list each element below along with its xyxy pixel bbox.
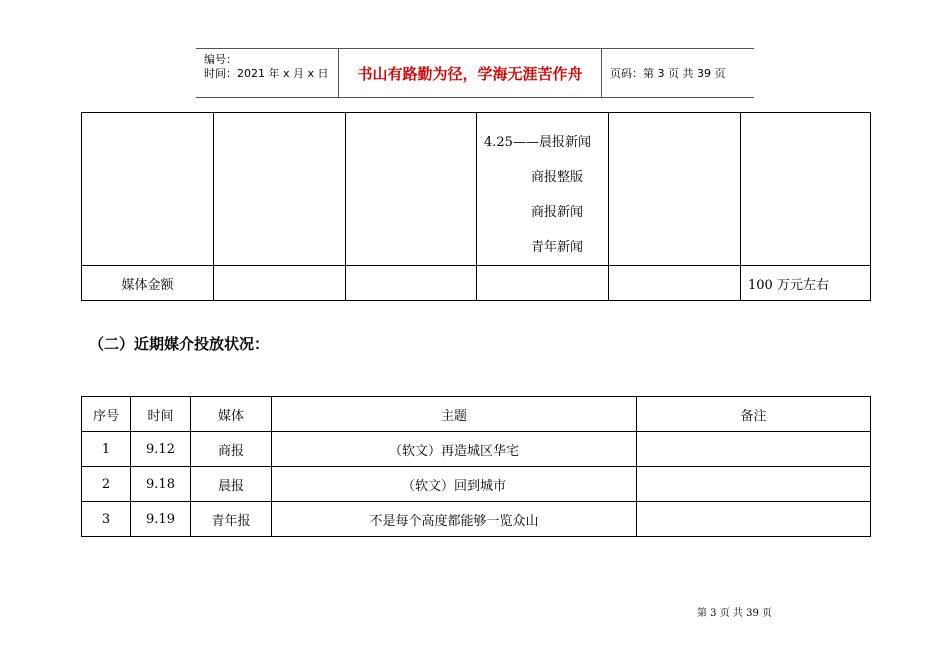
table-cell: 1 (82, 432, 131, 467)
amount-label: 媒体金额 (82, 266, 214, 301)
table-cell (741, 113, 871, 266)
table-cell: 2 (82, 467, 131, 502)
table-cell: 不是每个高度都能够一览众山 (272, 502, 637, 537)
number-label: 编号： (204, 53, 237, 66)
column-header: 主题 (272, 397, 637, 432)
column-header: 时间 (131, 397, 191, 432)
table-cell: 9.12 (131, 432, 191, 467)
table-cell (477, 266, 609, 301)
table-cell (214, 113, 346, 266)
table-cell: （软文）再造城区华宅 (272, 432, 637, 467)
media-list-cell (477, 113, 609, 266)
table-row (82, 266, 871, 301)
table-row (82, 467, 871, 502)
media-line: 商报新闻 (531, 205, 584, 220)
table-row (82, 502, 871, 537)
table-cell: 9.18 (131, 467, 191, 502)
table-cell (346, 113, 477, 266)
table-cell (637, 502, 871, 537)
media-line: 青年新闻 (531, 240, 584, 255)
table-cell: 青年报 (191, 502, 272, 537)
media-summary-table (81, 112, 871, 301)
table-cell (609, 113, 741, 266)
header-page-label: 页码：第 3 页 共 39 页 (610, 67, 726, 80)
header-meta-cell (196, 49, 339, 97)
table-cell: （软文）回到城市 (272, 467, 637, 502)
page-footer: 第 3 页 共 39 页 (697, 608, 772, 619)
time-label: 时间：2021 年 x 月 x 日 (204, 67, 329, 80)
table-cell: 3 (82, 502, 131, 537)
media-list (477, 113, 608, 265)
table-row (82, 113, 871, 266)
column-header: 序号 (82, 397, 131, 432)
table-row (82, 432, 871, 467)
table-cell (637, 467, 871, 502)
table-header-row (82, 397, 871, 432)
table-cell (214, 266, 346, 301)
table-cell (346, 266, 477, 301)
column-header: 备注 (637, 397, 871, 432)
page-header (196, 48, 754, 98)
table-cell: 晨报 (191, 467, 272, 502)
media-line: 4.25——晨报新闻 (484, 135, 591, 150)
table-cell (637, 432, 871, 467)
table-cell: 9.19 (131, 502, 191, 537)
media-line: 商报整版 (531, 170, 584, 185)
section-title: （二）近期媒介投放状况： (89, 335, 270, 353)
amount-value: 100 万元左右 (741, 266, 871, 301)
placement-table (81, 396, 871, 537)
column-header: 媒体 (191, 397, 272, 432)
table-cell: 商报 (191, 432, 272, 467)
table-cell (82, 113, 214, 266)
header-motto: 书山有路勤为径，学海无涯苦作舟 (339, 49, 602, 97)
table-cell (609, 266, 741, 301)
